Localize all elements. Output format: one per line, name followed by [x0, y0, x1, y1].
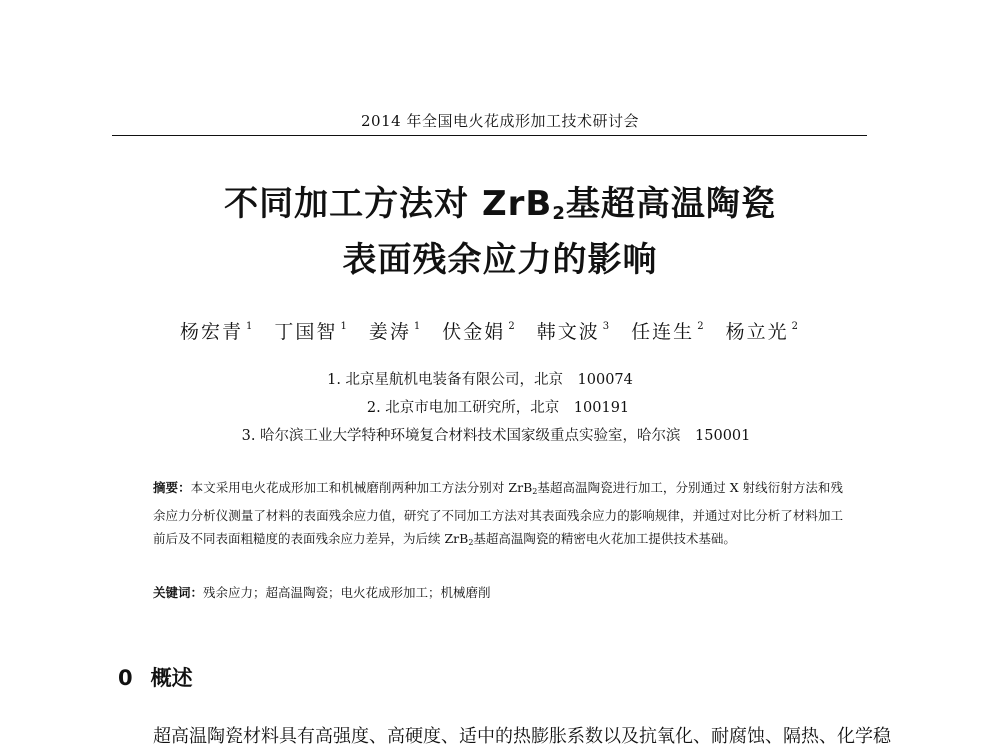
abstract-subscript-2: 2 — [468, 538, 474, 547]
body-paragraph: 超高温陶瓷材料具有高强度、高硬度、适中的热膨胀系数以及抗氧化、耐腐蚀、隔热、化学稳 — [153, 726, 891, 747]
author — [369, 321, 422, 343]
keywords — [153, 583, 843, 601]
author-affiliation-mark: 2 — [508, 321, 517, 332]
title-subscript: 2 — [552, 203, 566, 224]
abstract-subscript-1: 2 — [532, 487, 538, 496]
author — [442, 321, 516, 343]
author-list — [0, 317, 980, 344]
author — [537, 321, 611, 343]
author-affiliation-mark: 2 — [697, 321, 706, 332]
author-name: 姜涛 — [368, 321, 411, 343]
author-name: 伏金娟 — [442, 321, 506, 343]
author-affiliation-mark: 2 — [791, 321, 800, 332]
keywords-label: 关键词： — [153, 585, 204, 600]
abstract-label: 摘要： — [153, 480, 191, 495]
author-affiliation-mark: 1 — [246, 321, 255, 332]
abstract-text-3: 基超高温陶瓷的精密电火花加工提供技术基础。 — [473, 531, 736, 546]
abstract — [153, 476, 843, 555]
abstract-text-2: 基超高温陶瓷进行加工，分别通过 X 射线衍射方法和残余应力分析仪测量了材料的表面残余应力值，研究了不同加工方法对其表面残余应力的影响规律，并通过对比分析了材料加工前后及不同表面粗糙度的表面残余应力差异，为后续 ZrB — [153, 480, 843, 546]
title-text-after-subscript: 基超高温陶瓷 — [565, 184, 776, 224]
author-affiliation-mark: 1 — [340, 321, 349, 332]
author-name: 任连生 — [631, 321, 695, 343]
author — [631, 321, 705, 343]
affiliation-3: 3. 哈尔滨工业大学特种环境复合材料技术国家级重点实验室，哈尔滨 150001 — [241, 428, 751, 444]
title-text-before-subscript: 不同加工方法对 ZrB — [224, 184, 553, 224]
author-affiliation-mark: 3 — [602, 321, 612, 332]
affiliation-2: 2. 北京市电加工研究所，北京 100191 — [366, 400, 630, 416]
running-header: 2014 年全国电火花成形加工技术研讨会 — [361, 112, 639, 130]
keywords-text: 残余应力；超高温陶瓷；电火花成形加工；机械磨削 — [203, 585, 491, 600]
section-heading — [118, 662, 193, 692]
author — [726, 321, 800, 343]
paper-title-line-2: 表面残余应力的影响 — [342, 240, 658, 280]
header-rule — [112, 135, 867, 136]
author-name: 丁国智 — [274, 321, 338, 343]
section-title: 概述 — [150, 666, 193, 690]
section-number: 0 — [118, 666, 133, 690]
author-affiliation-mark: 1 — [413, 321, 423, 332]
author — [180, 321, 254, 343]
author-name: 杨立光 — [725, 321, 789, 343]
paper-title-line-1 — [0, 176, 1000, 225]
author — [274, 321, 348, 343]
author-name: 韩文波 — [536, 321, 600, 343]
abstract-text-1: 本文采用电火花成形加工和机械磨削两种加工方法分别对 ZrB — [190, 480, 533, 495]
author-name: 杨宏青 — [179, 321, 243, 343]
affiliation-1: 1. 北京星航机电装备有限公司，北京 100074 — [327, 372, 633, 388]
